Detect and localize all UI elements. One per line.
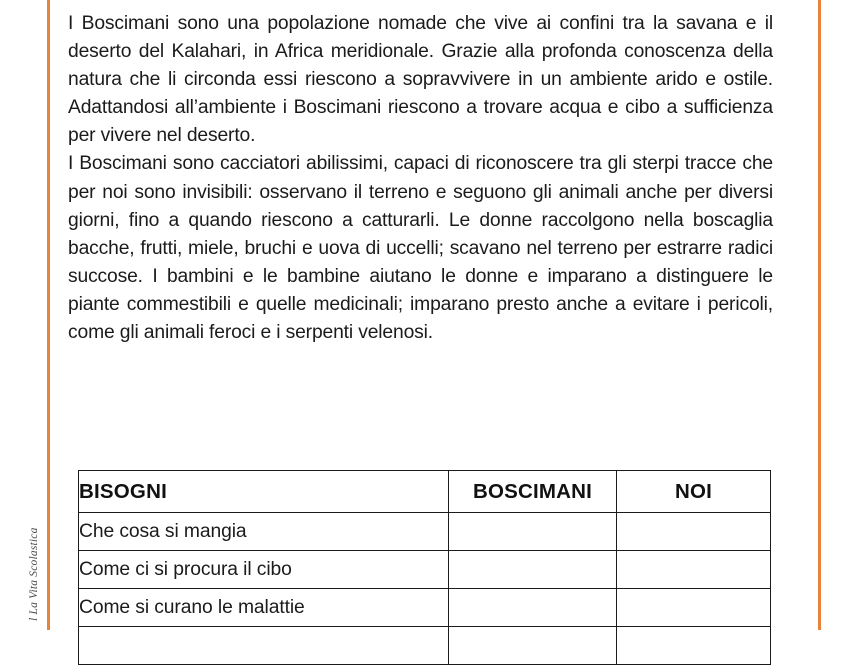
table-row (79, 551, 771, 589)
cell-noi[interactable] (617, 589, 771, 627)
bisogni-table-wrapper (78, 470, 770, 665)
left-margin-rule (47, 0, 50, 630)
cell-boscimani[interactable] (449, 589, 617, 627)
cell-boscimani[interactable] (449, 551, 617, 589)
table-row (79, 627, 771, 665)
table-row (79, 589, 771, 627)
cell-boscimani[interactable] (449, 513, 617, 551)
cell-noi[interactable] (617, 627, 771, 665)
cell-bisogni: Come si curano le malattie (79, 589, 449, 627)
right-margin-rule (818, 0, 821, 630)
cell-bisogni: Come ci si procura il cibo (79, 551, 449, 589)
cell-bisogni[interactable] (79, 627, 449, 665)
side-caption: l La Vita Scolastica (28, 527, 40, 621)
paragraph-1: I Boscimani sono una popolazione nomade che vive ai confini tra la savana e il deserto del Kalahari, in Africa meridionale. Grazie alla profonda conoscenza della natura che li circonda essi riescono a sopravvivere in un ambiente arido e ostile. Adattandosi all’ambiente i Boscimani riescono a trovare acqua e cibo a sufficienza per vivere nel deserto. (68, 13, 773, 147)
table-row (79, 513, 771, 551)
table-header-row (79, 471, 771, 513)
column-header-boscimani: BOSCIMANI (449, 471, 617, 513)
article-body (68, 10, 773, 347)
column-header-noi: NOI (617, 471, 771, 513)
paragraph-2: I Boscimani sono cacciatori abilissimi, capaci di riconoscere tra gli sterpi tracce che per noi sono invisibili: osservano il terreno e seguono gli animali anche per diversi giorni, fino a quando riescono a catturarli. Le donne raccolgono nella boscaglia bacche, frutti, miele, bruchi e uova di uccelli; scavano nel terreno per estrarre radici succose. I bambini e le bambine aiutano le donne e imparano a distinguere le piante commestibili e quelle medicinali; imparano presto anche a evitare i pericoli, come gli animali feroci e i serpenti velenosi. (68, 153, 773, 344)
cell-noi[interactable] (617, 513, 771, 551)
cell-noi[interactable] (617, 551, 771, 589)
column-header-bisogni: BISOGNI (79, 471, 449, 513)
bisogni-table (78, 470, 771, 665)
cell-boscimani[interactable] (449, 627, 617, 665)
cell-bisogni: Che cosa si mangia (79, 513, 449, 551)
